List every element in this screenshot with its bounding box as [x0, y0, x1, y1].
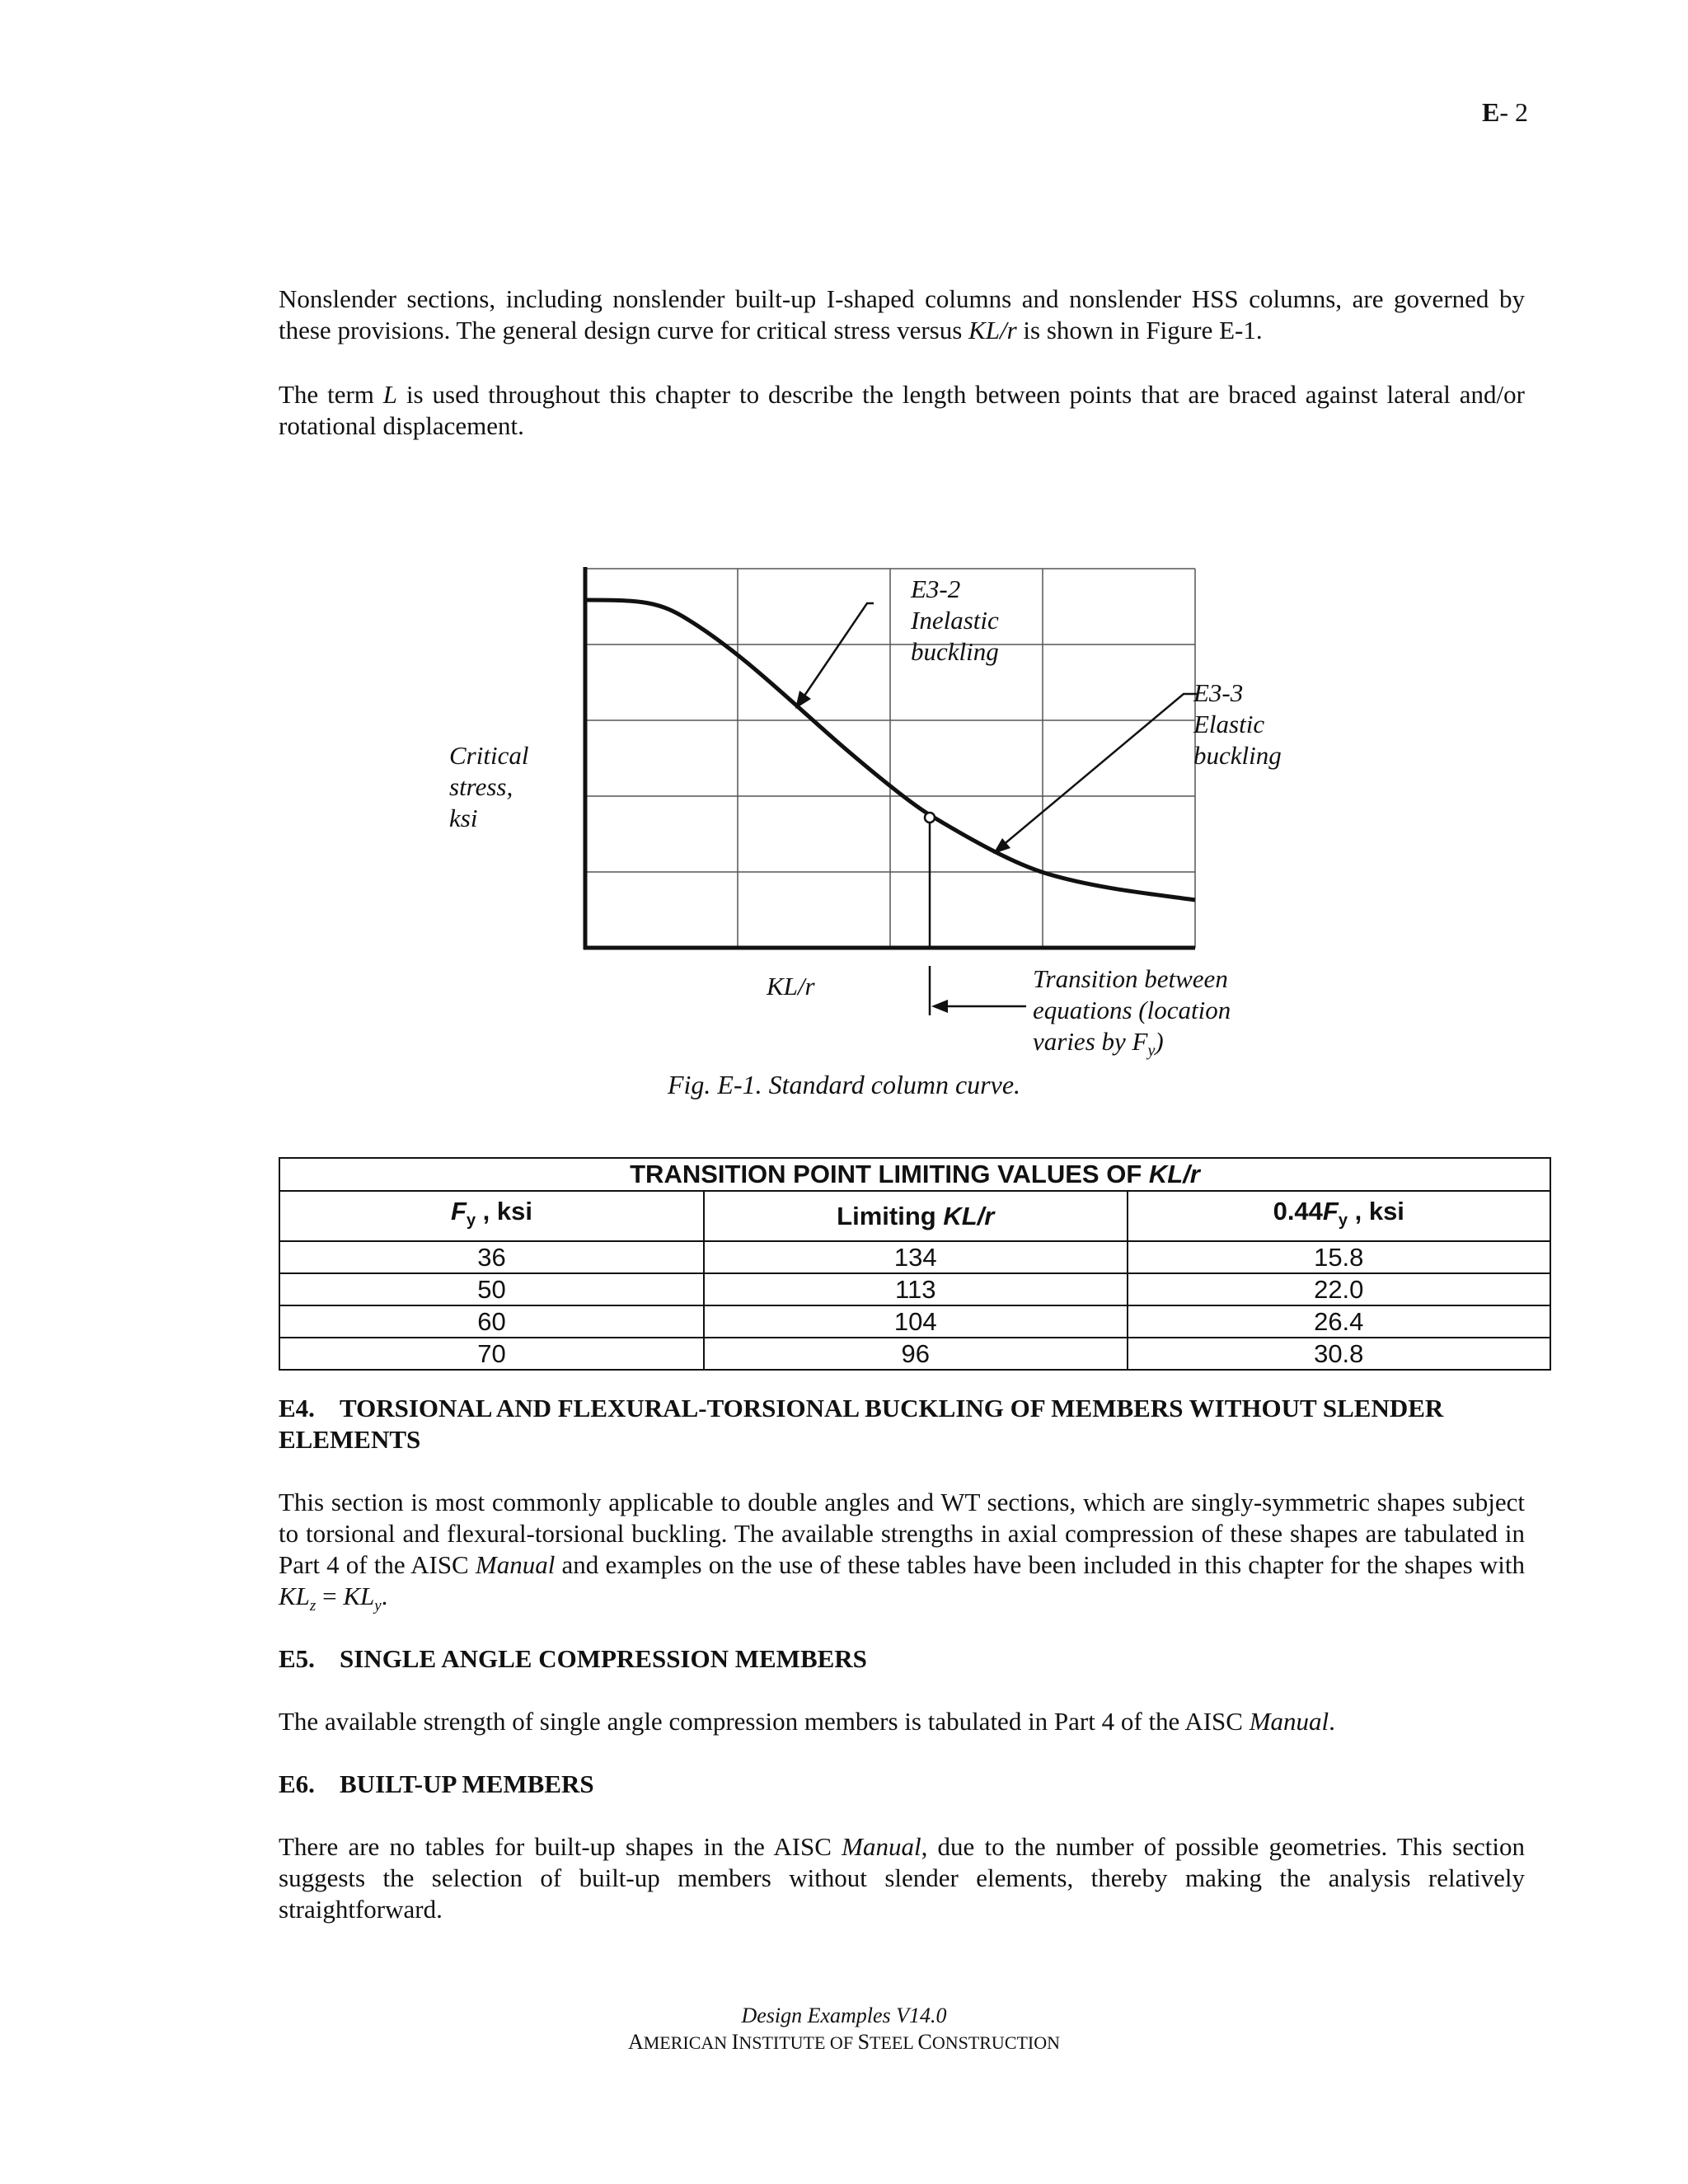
column-header-044fy: $0.44F_y$ , ksi: [1128, 1191, 1551, 1241]
table-cell: 50: [279, 1273, 704, 1305]
elastic-label: E3-3 Elastic buckling: [1193, 678, 1282, 770]
table-title: TRANSITION POINT LIMITING VALUES OF KL/r: [279, 1158, 1550, 1191]
table-cell: 70: [279, 1338, 704, 1370]
page-number: E- 2: [1482, 97, 1528, 127]
table-cell: 60: [279, 1305, 704, 1338]
inelastic-arrowhead: [795, 691, 811, 709]
elastic-leader: [1001, 694, 1197, 846]
table-row: [279, 1305, 1550, 1338]
table-row: [279, 1338, 1550, 1370]
section-e5-body: The available strength of single angle compression members is tabulated in Part 4 of the AISC Manual.: [279, 1707, 1335, 1736]
transition-arrowhead: [931, 1000, 948, 1013]
table-cell: 134: [704, 1241, 1127, 1273]
table-cell: 36: [279, 1241, 704, 1273]
table-row: [279, 1273, 1550, 1305]
column-curve-figure: [0, 0, 1688, 1071]
footer-publisher: AMERICAN INSTITUTE OF STEEL CONSTRUCTION: [627, 2030, 1061, 2054]
y-axis-label: Critical stress, ksi: [449, 741, 529, 832]
inelastic-label: E3-2 Inelastic buckling: [911, 574, 999, 666]
intro-paragraph-1: Nonslender sections, including nonslender built-up I-shaped columns and nonslender HSS columns, are governed by these provisions. The general design curve for critical stress versus KL/r is shown in Figure E-1.: [279, 284, 1525, 344]
chart-grid: [585, 569, 1195, 948]
transition-label: Transition between equations (location varies by $F_y$): [1033, 964, 1231, 1061]
transition-point-table: [279, 1157, 1551, 1371]
section-e6-body: There are no tables for built-up shapes in the AISC Manual, due to the number of possible geometries. This section suggests the selection of built-up members without slender elements, thereby making the analysis relatively straightforward.: [279, 1832, 1525, 1924]
footer-title: Design Examples V14.0: [741, 2004, 947, 2027]
transition-point: [925, 813, 935, 823]
section-heading-e6: E6. BUILT-UP MEMBERS: [279, 1769, 594, 1798]
page-footer: [0, 2003, 1688, 2056]
table-row: [279, 1241, 1550, 1273]
column-header-fy: $F_y$ , ksi: [279, 1191, 704, 1241]
section-heading-e5: E5. SINGLE ANGLE COMPRESSION MEMBERS: [279, 1644, 867, 1673]
table-cell: 26.4: [1128, 1305, 1551, 1338]
x-axis-label: KL/r: [767, 972, 815, 1001]
table-cell: 15.8: [1128, 1241, 1551, 1273]
section-heading-e4: E4. TORSIONAL AND FLEXURAL-TORSIONAL BUCKLING OF MEMBERS WITHOUT SLENDER ELEMENTS: [279, 1394, 1444, 1454]
column-header-limiting-klr: Limiting KL/r: [704, 1191, 1127, 1241]
table-cell: 96: [704, 1338, 1127, 1370]
table-cell: 104: [704, 1305, 1127, 1338]
figure-caption: Fig. E-1. Standard column curve.: [667, 1070, 1021, 1099]
table-cell: 22.0: [1128, 1273, 1551, 1305]
inelastic-leader: [801, 603, 874, 701]
table-cell: 30.8: [1128, 1338, 1551, 1370]
intro-paragraph-2: The term L is used throughout this chapter to describe the length between points that are braced against lateral and/or rotational displacement.: [279, 380, 1525, 440]
table-cell: 113: [704, 1273, 1127, 1305]
section-e4-body: This section is most commonly applicable to double angles and WT sections, which are singly-symmetric shapes subject to torsional and flexural-torsional buckling. The available strengths in axial compression of these shapes are tabulated in Part 4 of the AISC Manual and examples on the use of these tables have been included in this chapter for the shapes with $KL_z = KL_y$.: [279, 1488, 1525, 1615]
